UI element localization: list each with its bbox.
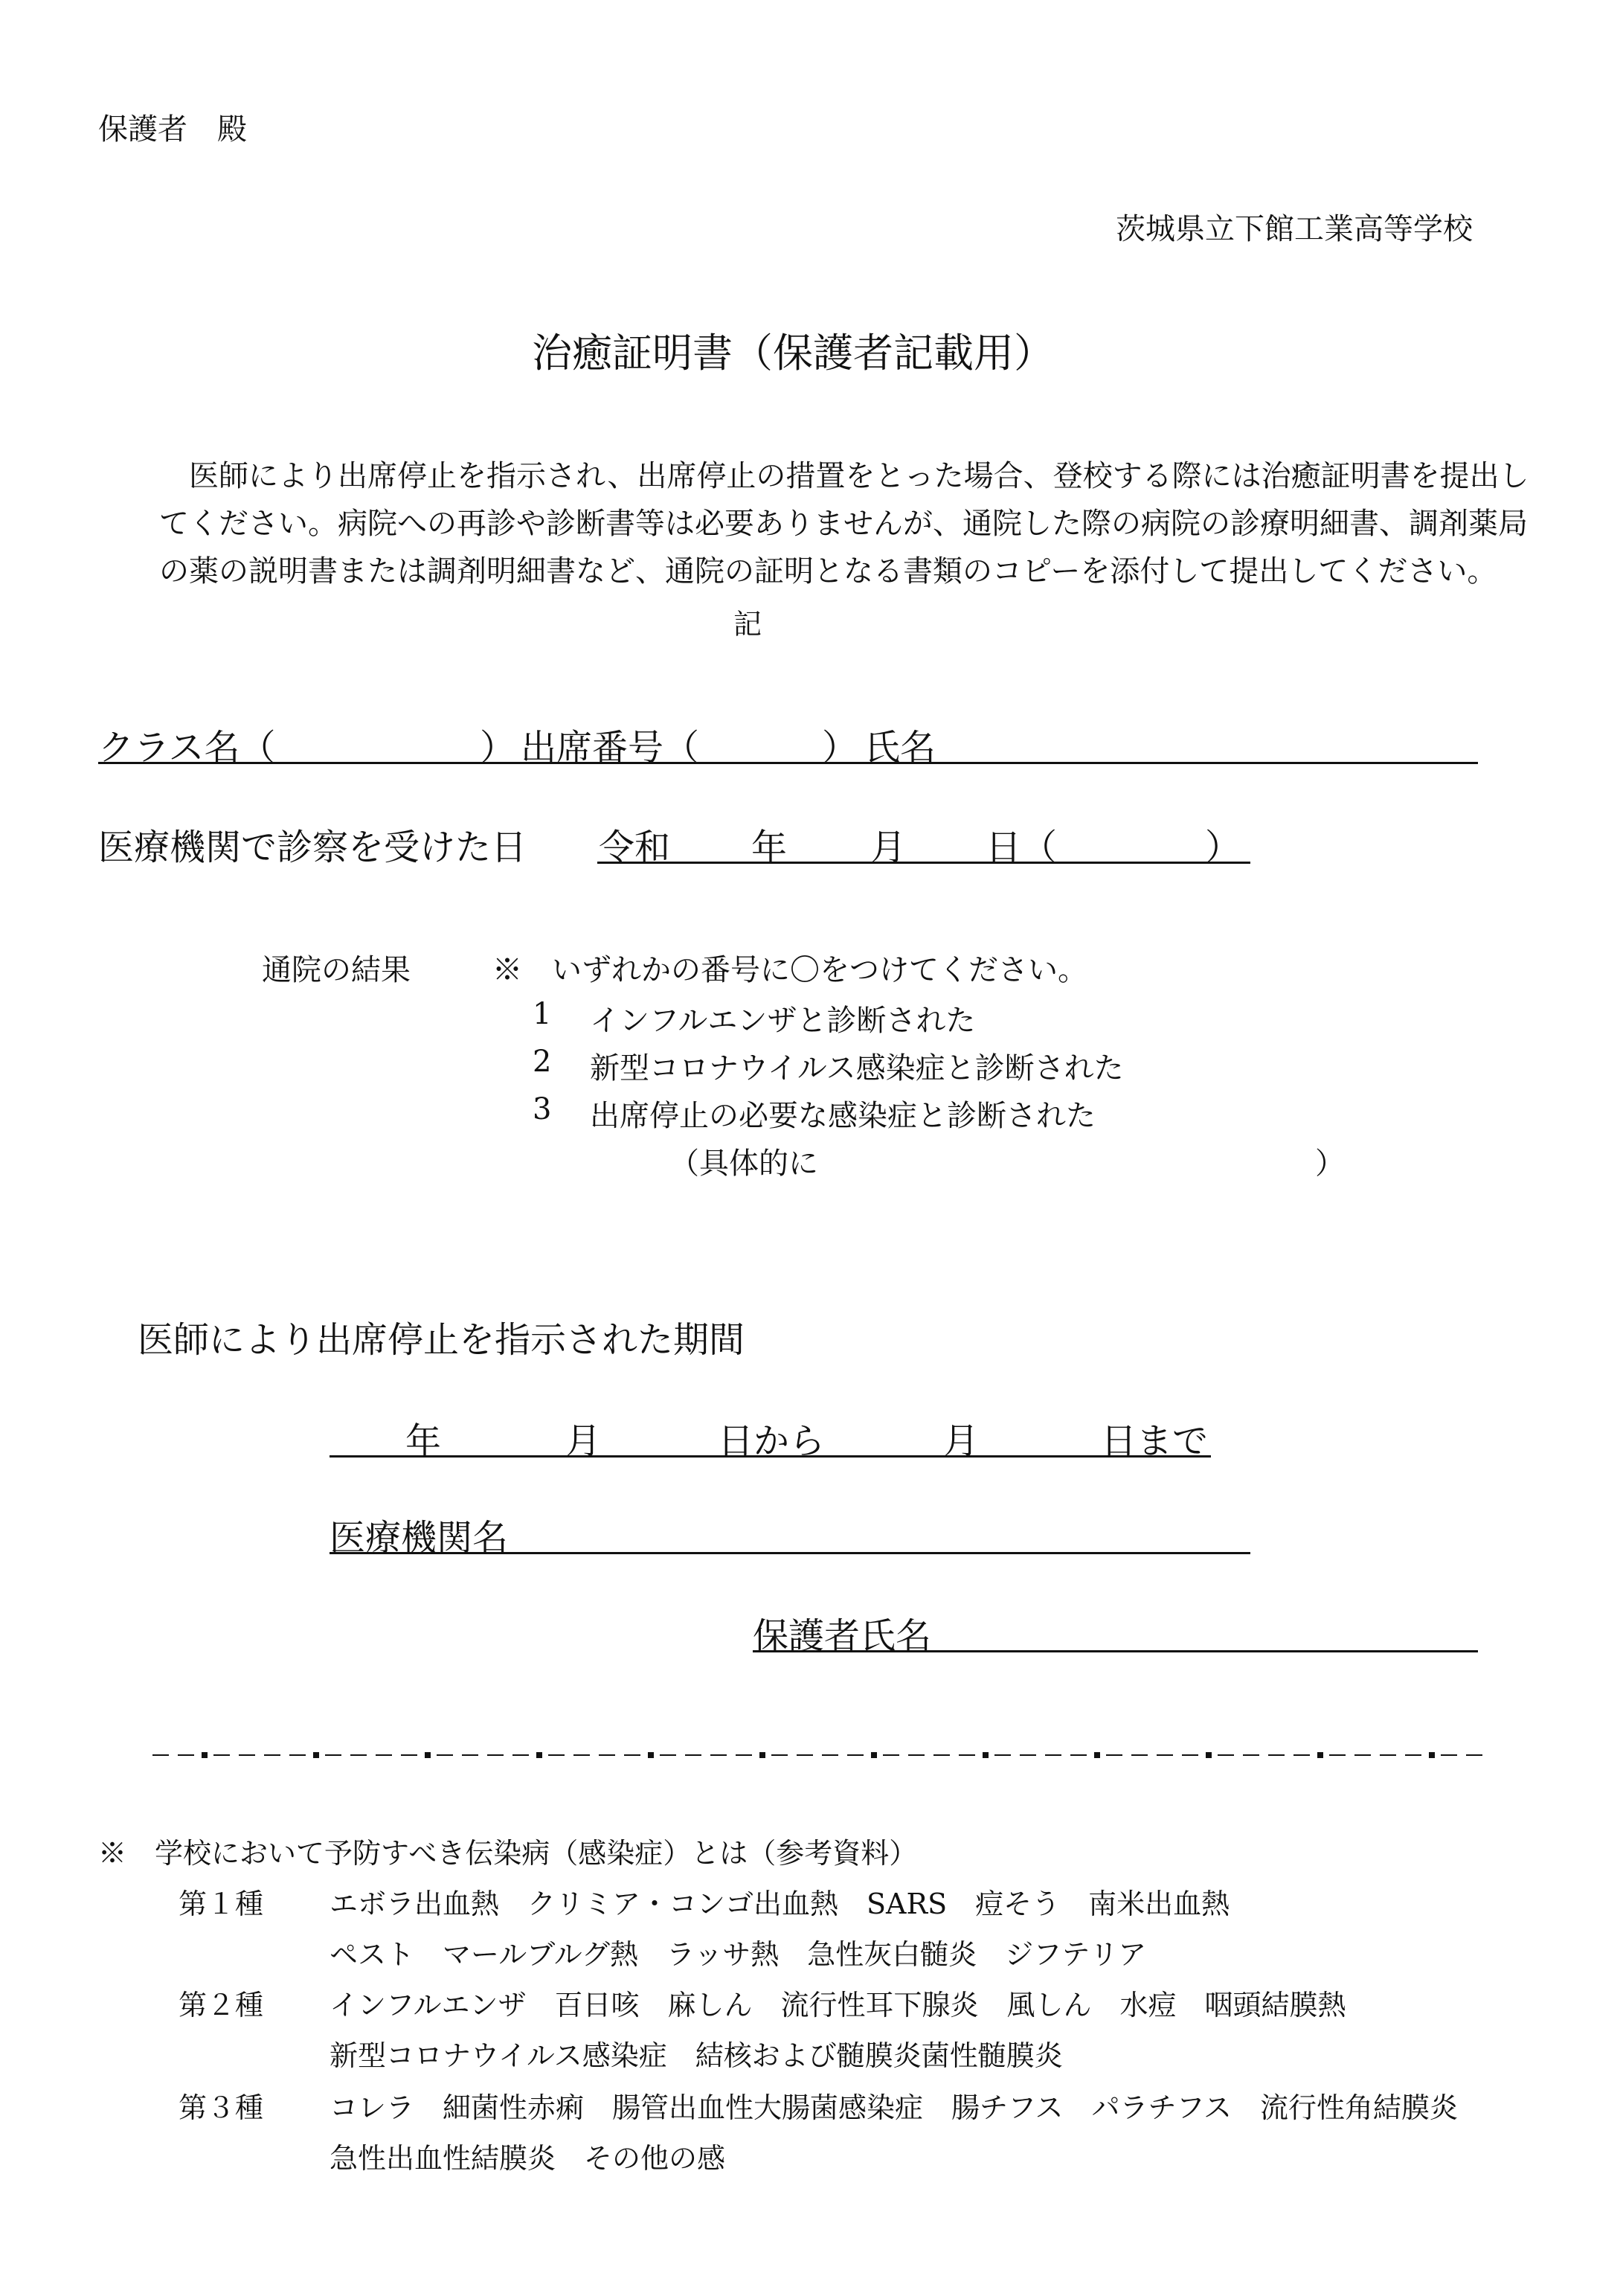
group-2-line-1: インフルエンザ 百日咳 麻しん 流行性耳下腺炎 風しん 水痘 咽頭結膜熱 (330, 1989, 1346, 2021)
student-line-underline (98, 762, 1478, 764)
group-2-label: 第２種 (179, 1989, 264, 2021)
result-label: 通院の結果 (262, 953, 411, 987)
exam-date-underline (597, 862, 1250, 864)
cut-mark (1206, 1752, 1212, 1758)
cut-line (152, 1750, 1495, 1760)
cut-mark (536, 1752, 542, 1758)
institution-underline (330, 1552, 1250, 1554)
option-2-number: 2 (533, 1045, 552, 1079)
exam-day: 日（ (986, 827, 1058, 868)
recipient-line: 保護者 殿 (98, 112, 247, 147)
cut-mark (759, 1752, 765, 1758)
number-close: ） (822, 727, 858, 769)
cut-mark (202, 1752, 208, 1758)
option-3-number: 3 (533, 1092, 552, 1126)
exam-era: 令和 (599, 827, 671, 868)
period-year: 年 (405, 1420, 442, 1462)
class-label: クラス名（ (98, 727, 276, 769)
cut-mark (1429, 1752, 1435, 1758)
period-month-start: 月 (565, 1420, 602, 1462)
exam-year: 年 (751, 827, 788, 868)
option-3-text: 出席停止の必要な感染症と診断された (590, 1099, 1096, 1133)
ki-mark: 記 (733, 608, 762, 641)
group-2-line-2: 新型コロナウイルス感染症 結核および髄膜炎菌性髄膜炎 (330, 2039, 1063, 2072)
intro-line-3: の薬の説明書または調剤明細書など、通院の証明となる書類のコピーを添付して提出してください。 (159, 554, 1497, 589)
institution-label: 医療機関名 (330, 1517, 509, 1559)
period-underline (330, 1455, 1211, 1458)
group-3-label: 第３種 (179, 2091, 264, 2124)
exam-date-label: 医療機関で診察を受けた日 (98, 827, 527, 868)
cut-mark (871, 1752, 877, 1758)
exam-close: ） (1205, 827, 1241, 868)
number-label: 出席番号（ (521, 727, 700, 769)
cut-line-graphic (152, 1750, 1495, 1760)
guardian-label: 保護者氏名 (753, 1615, 932, 1657)
option-2-text: 新型コロナウイルス感染症と診断された (590, 1051, 1124, 1086)
period-from: 日から (718, 1420, 826, 1462)
cut-mark (648, 1752, 654, 1758)
specific-close: ） (1315, 1147, 1345, 1181)
cut-mark (1317, 1752, 1323, 1758)
intro-line-2: てください。病院への再診や診断書等は必要ありませんが、通院した際の病院の診療明細書、調剤薬局 (159, 507, 1528, 541)
result-note: ※ いずれかの番号に〇をつけてください。 (492, 953, 1087, 987)
period-month-end: 月 (943, 1420, 980, 1462)
group-3-line-1: コレラ 細菌性赤痢 腸管出血性大腸菌感染症 腸チフス パラチフス 流行性角結膜炎 (330, 2091, 1458, 2124)
period-until: 日まで (1101, 1420, 1209, 1462)
option-1-text: インフルエンザと診断された (590, 1004, 976, 1038)
class-close: ） (480, 727, 516, 769)
reference-heading: ※ 学校において予防すべき伝染病（感染症）とは（参考資料） (98, 1837, 918, 1870)
cut-mark (983, 1752, 989, 1758)
group-3-line-2: 急性出血性結膜炎 その他の感 (330, 2142, 726, 2175)
specific-open: （具体的に (669, 1147, 818, 1181)
document-title: 治癒証明書（保護者記載用） (532, 330, 1054, 376)
intro-line-1: 医師により出席停止を指示され、出席停止の措置をとった場合、登校する際には治癒証明書を提出し (189, 459, 1529, 493)
exam-month: 月 (870, 827, 907, 868)
school-name: 茨城県立下館工業高等学校 (1116, 212, 1473, 246)
group-1-label: 第１種 (179, 1888, 264, 1920)
guardian-underline (753, 1650, 1478, 1652)
cut-mark (1094, 1752, 1100, 1758)
group-1-line-2: ペスト マールブルグ熱 ラッサ熱 急性灰白髄炎 ジフテリア (330, 1938, 1147, 1971)
cut-mark (313, 1752, 319, 1758)
group-1-line-1: エボラ出血熱 クリミア・コンゴ出血熱 SARS 痘そう 南米出血熱 (330, 1888, 1230, 1920)
name-label: 氏名 (864, 727, 936, 769)
cut-mark (425, 1752, 431, 1758)
option-1-number: 1 (533, 997, 552, 1031)
period-label: 医師により出席停止を指示された期間 (138, 1319, 745, 1361)
